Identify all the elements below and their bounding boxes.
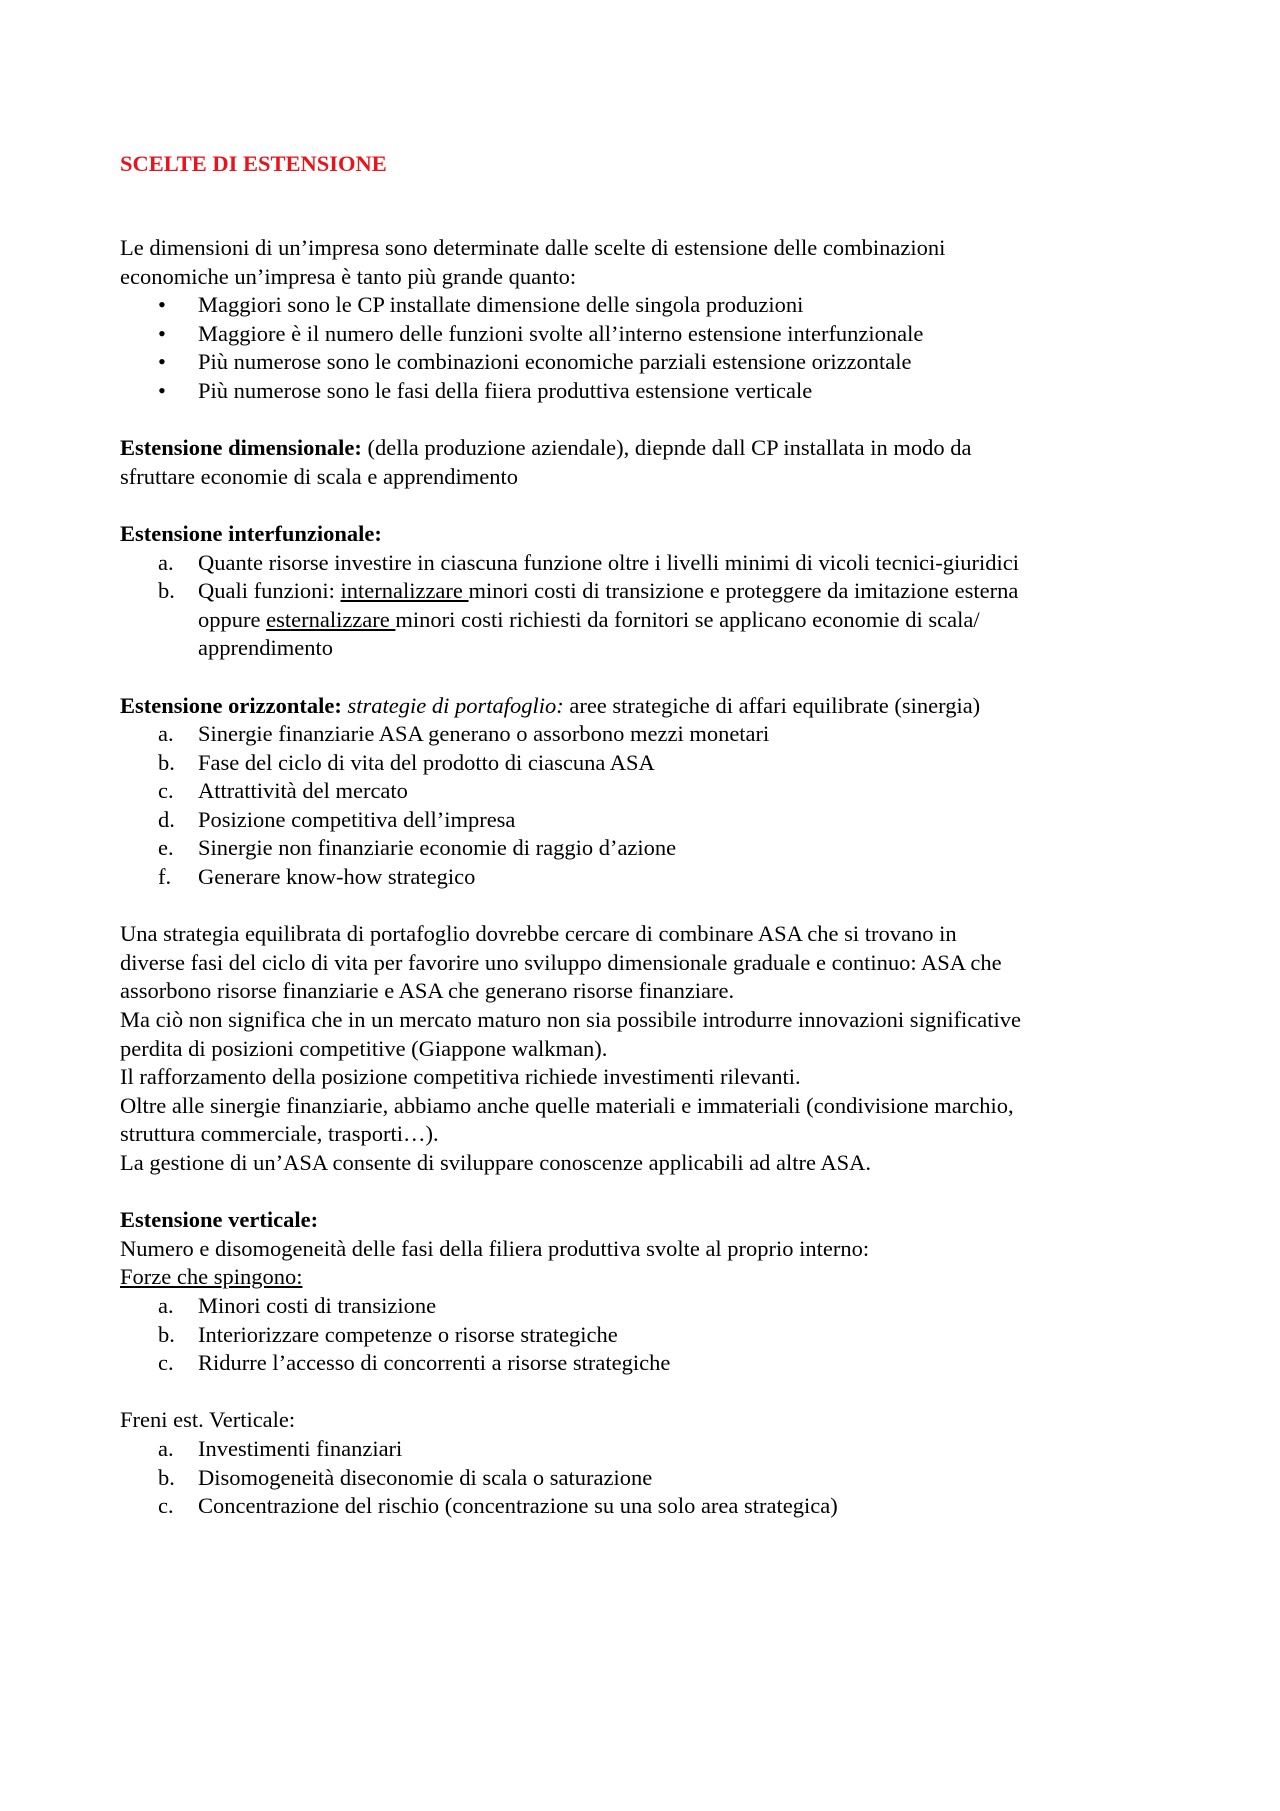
list-item [120,1292,1180,1321]
list-item [120,749,1180,778]
orizzontale-list [120,720,1180,892]
intro-line-2: economiche un’impresa è tanto più grande quanto: [120,263,577,289]
verticale-text: Numero e disomogeneità delle fasi della filiera produttiva svolte al proprio interno: [120,1235,870,1261]
list-item-text: Quali funzioni: [198,578,341,604]
list-item-text: Più numerose sono le combinazioni economiche parziali estensione orizzontale [198,349,912,375]
list-item [120,834,1180,863]
list-item-text: Maggiore è il numero delle funzioni svolte all’interno estensione interfunzionale [198,320,924,346]
list-item-text: Disomogeneità diseconomie di scala o saturazione [198,1464,653,1490]
intro-line-1: Le dimensioni di un’impresa sono determinate dalle scelte di estensione delle combinazioni [120,235,946,260]
orizzontale-text: aree strategiche di affari equilibrate (sinergia) [563,692,981,718]
paragraph-line: perdita di posizioni competitive (Giappone walkman). [120,1035,608,1061]
list-item [120,291,1180,320]
list-marker: a. [158,549,174,575]
list-marker: c. [158,778,174,804]
list-marker: c. [158,1350,174,1376]
paragraph-line: Una strategia equilibrata di portafoglio dovrebbe cercare di combinare ASA che si trovano in [120,921,957,947]
list-item [120,863,1180,892]
list-item [120,777,1180,806]
list-item [120,720,1180,749]
orizzontale-italic: strategie di portafoglio: [341,692,564,718]
list-item-text: Interiorizzare competenze o risorse strategiche [198,1321,618,1347]
list-item [120,549,1180,578]
orizzontale-paragraph [120,692,1180,721]
paragraph-line: assorbono risorse finanziarie e ASA che generano risorse finanziare. [120,978,735,1004]
list-item [120,320,1180,349]
list-item: b. Quali funzioni: internalizzare minori costi di transizione e proteggere da imitazione esterna oppure esternalizzare minori costi richiesti da fornitori se applicano economie di scala/ apprendimento [158,578,1019,661]
list-item [120,1492,1180,1521]
verticale-heading: Estensione verticale: [120,1207,319,1233]
list-item [120,1321,1180,1350]
list-item-text: Generare know-how strategico [198,864,476,890]
list-item-text: Investimenti finanziari [198,1435,403,1461]
list-item-text: Sinergie non finanziarie economie di raggio d’azione [198,835,677,861]
interfunzionale-heading: Estensione interfunzionale: [120,520,382,546]
list-item [120,1349,1180,1378]
list-marker: f. [158,864,172,890]
bullet-icon: • [158,349,166,375]
paragraph-line: Oltre alle sinergie finanziarie, abbiamo anche quelle materiali e immateriali (condivisione marchio, [120,1092,1014,1118]
list-marker: d. [158,806,175,832]
list-item-text: Più numerose sono le fasi della fiiera produttiva estensione verticale [198,377,813,403]
paragraph-line: Il rafforzamento della posizione competitiva richiede investimenti rilevanti. [120,1064,801,1090]
list-marker: b. [158,1321,175,1347]
list-item-text: Attrattività del mercato [198,778,408,804]
paragraph-line: La gestione di un’ASA consente di sviluppare conoscenze applicabili ad altre ASA. [120,1150,872,1175]
dimensionale-text-2: sfruttare economie di scala e apprendimento [120,463,518,489]
dimensionale-paragraph [120,434,1180,463]
list-marker: e. [158,835,174,861]
interfunzionale-list [120,549,1180,663]
list-marker: b. [158,1464,175,1490]
list-marker: b. [158,749,175,775]
list-item-text: Ridurre l’accesso di concorrenti a risorse strategiche [198,1350,671,1376]
bullet-icon: • [158,377,166,403]
list-marker: a. [158,1292,174,1318]
list-marker: b. [158,578,175,604]
list-item-text: Minori costi di transizione [198,1292,437,1318]
list-item-text: Quante risorse investire in ciascuna funzione oltre i livelli minimi di vicoli tecnici-giuridici [198,549,1020,575]
list-item [120,348,1180,377]
paragraph-line: struttura commerciale, trasporti…). [120,1121,439,1147]
paragraph-line: diverse fasi del ciclo di vita per favorire uno sviluppo dimensionale graduale e continuo: ASA che [120,949,1002,975]
list-marker: a. [158,1435,174,1461]
list-item [120,1435,1180,1464]
internalizzare-underlined: internalizzare [340,578,469,604]
bullet-icon: • [158,292,166,318]
freni-list [120,1435,1180,1521]
forze-label: Forze che spingono: [120,1264,303,1290]
list-item-text: Posizione competitiva dell’impresa [198,806,516,832]
list-item-text: Maggiori sono le CP installate dimensione delle singola produzioni [198,292,804,318]
list-item [120,806,1180,835]
freni-label: Freni est. Verticale: [120,1407,296,1433]
list-item-text: Sinergie finanziarie ASA generano o assorbono mezzi monetari [198,721,770,747]
list-marker: c. [158,1493,174,1519]
bullet-icon: • [158,320,166,346]
document-page [120,150,1180,1521]
list-item-text: Concentrazione del rischio (concentrazione su una solo area strategica) [198,1493,838,1519]
dimensionale-text-1: (della produzione aziendale), diepnde dall CP installata in modo da [361,435,972,461]
orizzontale-heading: Estensione orizzontale: [120,692,342,718]
list-item [120,1464,1180,1493]
paragraph-line: Ma ciò non significa che in un mercato maturo non sia possibile introdurre innovazioni significative [120,1007,1022,1033]
dimensionale-heading: Estensione dimensionale: [120,435,362,461]
list-marker: a. [158,721,174,747]
list-item [120,377,1180,406]
forze-list [120,1292,1180,1378]
list-item-text: Fase del ciclo di vita del prodotto di ciascuna ASA [198,749,655,775]
page-title: SCELTE DI ESTENSIONE [120,151,387,176]
esternalizzare-underlined: esternalizzare [266,606,396,632]
intro-bullet-list [120,291,1180,405]
